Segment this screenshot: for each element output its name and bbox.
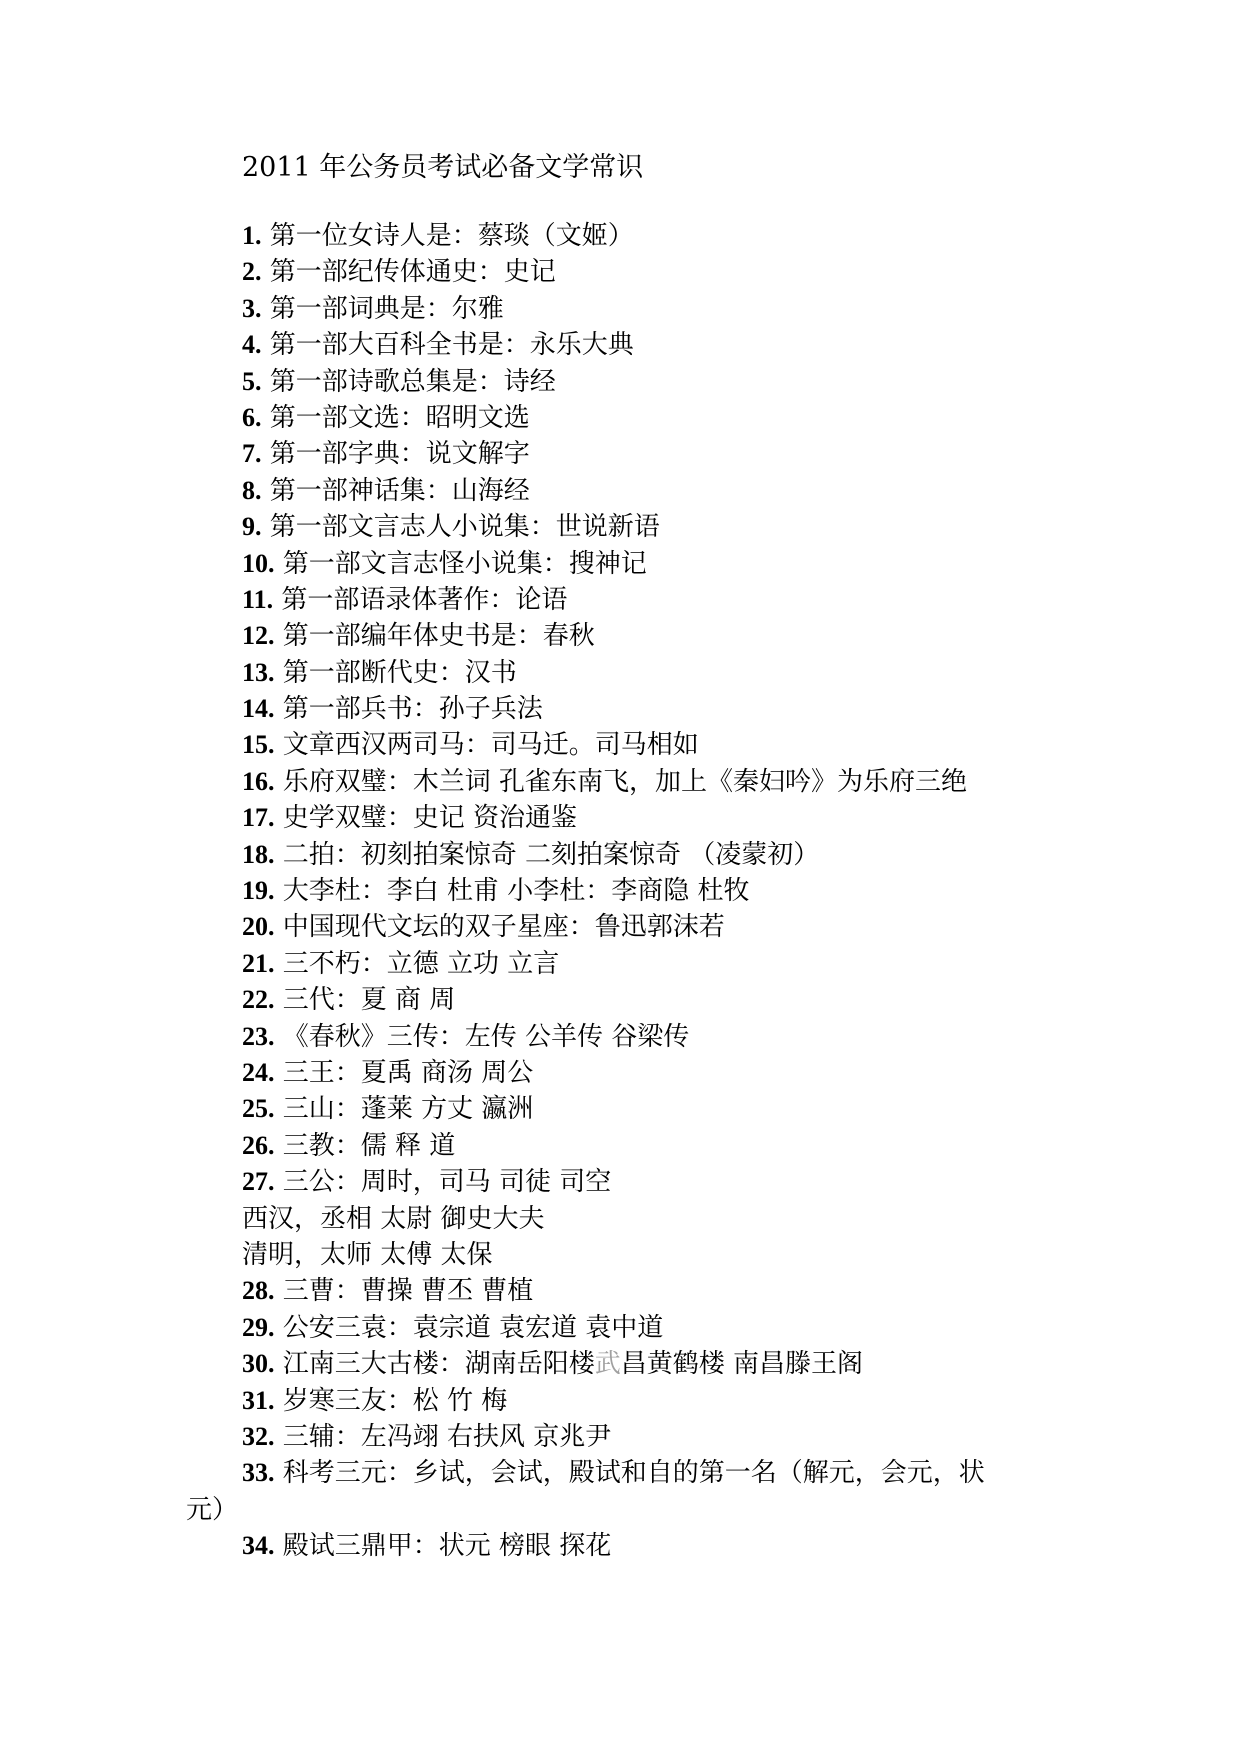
item-number: 10.: [242, 548, 275, 578]
item-number: 24.: [242, 1057, 275, 1087]
item-number: 12.: [242, 621, 275, 651]
item-number: 29.: [242, 1312, 275, 1342]
list-item: [186, 291, 1086, 327]
item-number: 26.: [242, 1130, 275, 1160]
item-number: 30.: [242, 1349, 275, 1379]
list-item: [186, 327, 1086, 363]
item-number: 4.: [242, 330, 262, 360]
item-text: 岁寒三友：松 竹 梅: [282, 1385, 508, 1416]
item-text: 三曹：曹操 曹丕 曹植: [282, 1276, 534, 1307]
list-item: [186, 618, 1086, 654]
list-item-continuation: [186, 1237, 1086, 1273]
item-text: 第一部词典是：尔雅: [269, 293, 504, 324]
item-text: 第一位女诗人是：蔡琰（文姬）: [269, 221, 634, 251]
item-number: 33.: [242, 1458, 275, 1488]
item-text: 第一部兵书：孙子兵法: [282, 694, 543, 725]
list-item: [186, 909, 1086, 945]
list-item: [186, 254, 1086, 290]
item-text: 元）: [186, 1494, 239, 1525]
item-number: 32.: [242, 1421, 275, 1451]
item-text-after: 昌黄鹤楼 南昌滕王阁: [620, 1349, 864, 1380]
list-item: [186, 1273, 1086, 1309]
item-number: 3.: [242, 293, 262, 323]
item-text: 文章西汉两司马：司马迁。司马相如: [282, 730, 699, 761]
item-number: 21.: [242, 948, 275, 978]
list-item: [186, 873, 1086, 909]
item-text: 第一部文选：昭明文选: [269, 402, 530, 433]
list-item: [186, 764, 1086, 800]
item-text: 科考三元：乡试，会试，殿试和自的第一名（解元，会元，状: [282, 1458, 985, 1489]
list-item: [186, 364, 1086, 400]
item-text: 史学双璧：史记 资治通鉴: [282, 803, 578, 834]
item-text: 第一部大百科全书是：永乐大典: [269, 330, 634, 361]
item-text: 乐府双璧：木兰词 孔雀东南飞，加上《秦妇吟》为乐府三绝: [282, 766, 968, 797]
item-text: 公安三袁：袁宗道 袁宏道 袁中道: [282, 1312, 664, 1343]
list-item-continuation: [186, 1201, 1086, 1237]
item-number: 27.: [242, 1167, 275, 1197]
item-text: 三辅：左冯翊 右扶风 京兆尹: [282, 1421, 612, 1452]
document-list: [186, 218, 1086, 1564]
item-number: 9.: [242, 512, 262, 542]
item-number: 11.: [242, 584, 274, 614]
item-number: 7.: [242, 439, 262, 469]
item-text: 第一部断代史：汉书: [282, 657, 517, 688]
item-number: 19.: [242, 876, 275, 906]
item-number: 15.: [242, 730, 275, 760]
list-item: [186, 982, 1086, 1018]
item-number: 22.: [242, 985, 275, 1015]
list-item: [186, 218, 1086, 254]
item-number: 2.: [242, 257, 262, 287]
item-text: 大李杜：李白 杜甫 小李杜：李商隐 杜牧: [282, 876, 750, 907]
item-text: 第一部语录体著作：论语: [281, 584, 568, 615]
item-number: 20.: [242, 912, 275, 942]
item-number: 8.: [242, 475, 262, 505]
list-item: [186, 1528, 1086, 1564]
item-text: 中国现代文坛的双子星座：鲁迅郭沫若: [282, 912, 725, 943]
item-text: 三教：儒 释 道: [282, 1130, 456, 1161]
list-item: [186, 1055, 1086, 1091]
list-item: [186, 509, 1086, 545]
list-item: [186, 1455, 1086, 1491]
item-number: 1.: [242, 221, 262, 250]
list-item: [186, 655, 1086, 691]
item-number: 16.: [242, 766, 275, 796]
item-text-before: 江南三大古楼：湖南岳阳楼: [282, 1349, 595, 1380]
item-number: 31.: [242, 1385, 275, 1415]
list-item: [186, 1128, 1086, 1164]
list-item: [186, 1164, 1086, 1200]
item-text: 第一部文言志人小说集：世说新语: [269, 512, 660, 543]
item-text-faded: 武: [594, 1349, 621, 1380]
item-number: 5.: [242, 366, 262, 396]
list-item: [186, 946, 1086, 982]
item-text: 三山：蓬莱 方丈 瀛洲: [282, 1094, 534, 1125]
list-item: [186, 727, 1086, 763]
item-text: 清明，太师 太傅 太保: [242, 1239, 493, 1270]
list-item: [186, 546, 1086, 582]
list-item: [186, 1383, 1086, 1419]
list-item: [186, 436, 1086, 472]
item-text: 三不朽：立德 立功 立言: [282, 948, 560, 979]
list-item: [186, 1346, 1086, 1382]
item-text: 三代：夏 商 周: [282, 985, 456, 1016]
item-text: 第一部诗歌总集是：诗经: [269, 366, 556, 397]
item-number: 6.: [242, 402, 262, 432]
list-item: [186, 1310, 1086, 1346]
item-text: 《春秋》三传：左传 公羊传 谷梁传: [282, 1021, 690, 1052]
list-item: [186, 400, 1086, 436]
item-text: 第一部神话集：山海经: [269, 475, 530, 506]
item-text: 西汉，丞相 太尉 御史大夫: [242, 1203, 545, 1234]
item-text: 第一部编年体史书是：春秋: [282, 621, 595, 652]
item-text: 三公：周时，司马 司徒 司空: [282, 1167, 612, 1198]
list-item: [186, 1091, 1086, 1127]
item-number: 23.: [242, 1021, 275, 1051]
list-item: [186, 691, 1086, 727]
item-text: 二拍：初刻拍案惊奇 二刻拍案惊奇 （凌蒙初）: [282, 839, 820, 870]
item-number: 14.: [242, 694, 275, 724]
item-text: 第一部纪传体通史：史记: [269, 257, 556, 288]
list-item: [186, 1019, 1086, 1055]
list-item: [186, 837, 1086, 873]
item-number: 34.: [242, 1531, 275, 1561]
document-title: 2011 年公务员考试必备文学常识: [242, 152, 644, 183]
item-number: 13.: [242, 657, 275, 687]
item-number: 28.: [242, 1276, 275, 1306]
list-item: [186, 473, 1086, 509]
item-text: 殿试三鼎甲：状元 榜眼 探花: [282, 1531, 612, 1562]
list-item: [186, 800, 1086, 836]
item-text: 三王：夏禹 商汤 周公: [282, 1057, 534, 1088]
item-text: 第一部文言志怪小说集：搜神记: [282, 548, 647, 579]
item-number: 17.: [242, 803, 275, 833]
item-number: 25.: [242, 1094, 275, 1124]
list-item: [186, 582, 1086, 618]
item-text: 第一部字典：说文解字: [269, 439, 530, 470]
list-item: [186, 1419, 1086, 1455]
list-item-continuation: [186, 1492, 1086, 1528]
item-number: 18.: [242, 839, 275, 869]
